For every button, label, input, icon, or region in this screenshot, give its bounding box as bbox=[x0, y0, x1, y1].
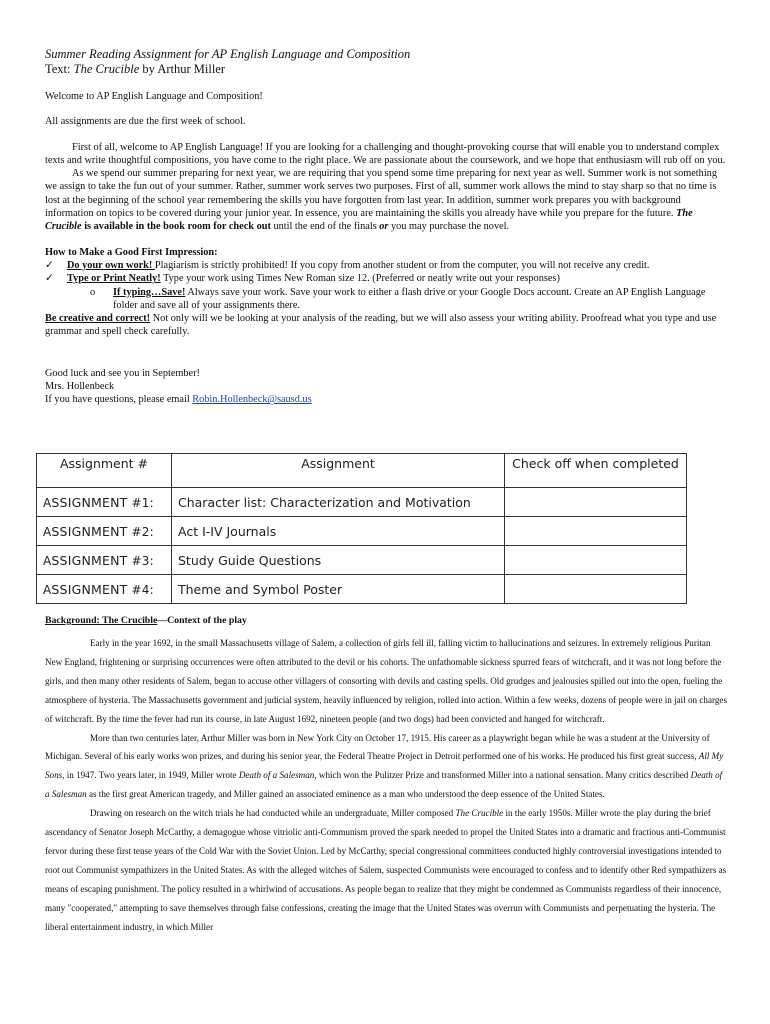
assignment-number: ASSIGNMENT #4: bbox=[37, 575, 172, 604]
background-paragraph-3: Drawing on research on the witch trials he had conducted while an undergraduate, Miller composed The Crucible in the early 1950s. Miller wrote the play during the brief ascendancy of Senator Joseph McCarthy, a demagogue whose vitriolic anti-Communism proved the spark needed to propel the United States into a dramatic and fractious anti-Communist fervor during these first tense years of the Cold War with the Soviet Union. Led by McCarthy, special congressional committees conducted highly controversial investigations intended to root out Communist sympathizers in the United States. As with the alleged witches of Salem, suspected Communists were encouraged to confess and to identify other Red sympathizers as means of escaping punishment. The policy resulted in a whirlwind of accusations. As people began to realize that they might be condemned as Communists regardless of their innocence, many "cooperated," attempting to save themselves through false confessions, creating the image that the United States was overrun with Communists and perpetuating the hysteria. The liberal entertainment industry, in which Miller bbox=[45, 808, 727, 932]
assignment-number: ASSIGNMENT #3: bbox=[37, 546, 172, 575]
checkoff-cell[interactable] bbox=[505, 546, 687, 575]
table-row bbox=[37, 488, 687, 517]
background-title: Background: The Crucible—Context of the play bbox=[45, 615, 247, 626]
book-title: The Crucible bbox=[73, 62, 140, 76]
assignment-name: Theme and Symbol Poster bbox=[172, 575, 505, 604]
signature-name: Mrs. Hollenbeck bbox=[45, 381, 115, 393]
table-header-cell: Assignment # bbox=[37, 454, 172, 488]
assignment-name: Character list: Characterization and Motivation bbox=[172, 488, 505, 517]
background-paragraph-1: Early in the year 1692, in the small Massachusetts village of Salem, a collection of girls fell ill, falling victim to hallucinations and seizures. In extremely religious Puritan New England, frightening or surprising occurrences were often attributed to the devil or his cohorts. The unfathomable sickness spurred fears of witchcraft, and it was not long before the girls, and then many other residents of Salem, began to accuse other villagers of consorting with devils and casting spells. Old grudges and jealousies spilled out into the open, fueling the atmosphere of hysteria. The Massachusetts government and judicial system, heavily influenced by religion, rolled into action. Within a few weeks, dozens of people were in jail on charges of witchcraft. By the time the fever had run its course, in late August 1692, nineteen people (and two dogs) had been convicted and hanged for witchcraft. bbox=[45, 638, 727, 724]
sub-list-item: o If typing…Save! Always save your work. Save your work to either a flash drive or your Google Docs account. Create an AP English Language folder and save all of your assignments there. bbox=[90, 286, 706, 311]
table-row bbox=[37, 517, 687, 546]
assignment-table bbox=[36, 453, 687, 604]
document-text-line: Text: The Crucible by Arthur Miller bbox=[45, 62, 226, 76]
table-header-row bbox=[37, 454, 687, 488]
email-link[interactable]: Robin.Hollenbeck@sausd.us bbox=[192, 394, 312, 406]
impression-heading: How to Make a Good First Impression: bbox=[45, 246, 218, 258]
background-body bbox=[45, 634, 727, 937]
welcome-line: Welcome to AP English Language and Composition! bbox=[45, 91, 263, 102]
assignment-name: Act I-IV Journals bbox=[172, 517, 505, 546]
table-row bbox=[37, 546, 687, 575]
table-row bbox=[37, 575, 687, 604]
list-item: ✓ Do your own work! Plagiarism is strictly prohibited! If you copy from another student or from the computer, you will not receive any credit. bbox=[45, 259, 650, 271]
background-paragraph-2: More than two centuries later, Arthur Miller was born in New York City on October 17, 1915. His career as a playwright began while he was a student at the University of Michigan. Several of his early works won prizes, and during his senior year, the Federal Theatre Project in Detroit performed one of his works. He produced his first great success, All My Sons, in 1947. Two years later, in 1949, Miller wrote Death of a Salesman, which won the Pulitzer Prize and transformed Miller into a national sensation. Many critics described Death of a Salesman as the first great American tragedy, and Miller gained an associated eminence as a man who understood the deep essence of the United States. bbox=[45, 732, 724, 800]
bullet-icon: o bbox=[90, 286, 96, 298]
contact-line: If you have questions, please email Robin.Hollenbeck@sausd.us bbox=[45, 394, 312, 406]
due-line: All assignments are due the first week of school. bbox=[45, 116, 246, 128]
closing-line: Good luck and see you in September! bbox=[45, 367, 200, 379]
checkoff-cell[interactable] bbox=[505, 575, 687, 604]
check-icon: ✓ bbox=[45, 273, 54, 285]
intro-paragraph-1: First of all, welcome to AP English Language! If you are looking for a challenging and thought-provoking course that will enable you to understand complex texts and write thoughtful compositions, you have come to the right place. We are passionate about the coursework, and we hope that enthusiasm will rub off on you. bbox=[45, 141, 726, 166]
checkoff-cell[interactable] bbox=[505, 488, 687, 517]
checkoff-cell[interactable] bbox=[505, 517, 687, 546]
document-header: Summer Reading Assignment for AP English Language and Composition bbox=[45, 47, 411, 61]
document-page bbox=[45, 47, 727, 407]
table-header-cell: Check off when completed bbox=[505, 454, 687, 488]
creative-paragraph: Be creative and correct! Not only will we be looking at your analysis of the reading, but we will also assess your writing ability. Proofread what you type and use grammar and spell check carefully. bbox=[45, 313, 717, 338]
table-header-cell: Assignment bbox=[172, 454, 505, 488]
assignment-number: ASSIGNMENT #2: bbox=[37, 517, 172, 546]
background-section bbox=[45, 614, 727, 937]
assignment-number: ASSIGNMENT #1: bbox=[37, 488, 172, 517]
check-icon: ✓ bbox=[45, 259, 54, 271]
list-item: ✓ Type or Print Neatly! Type your work using Times New Roman size 12. (Preferred or neatly write out your responses) bbox=[45, 273, 560, 285]
intro-paragraph-2: As we spend our summer preparing for next year, we are requiring that you spend some time preparing for next year as well. Summer work is not something we assign to take the fun out of your summer. Rather, summer work serves two purposes. First of all, summer work allows the mind to stay sharp so that no time is lost at the beginning of the school year remembering the skills you have forgotten from last year. In addition, summer work prepares you with background information on topics to be covered during your junior year. In essence, you are maintaining the skills you already have while you prepare for the future. The Crucible is available in the book room for check out until the end of the finals or you may purchase the novel. bbox=[45, 168, 717, 233]
assignment-name: Study Guide Questions bbox=[172, 546, 505, 575]
